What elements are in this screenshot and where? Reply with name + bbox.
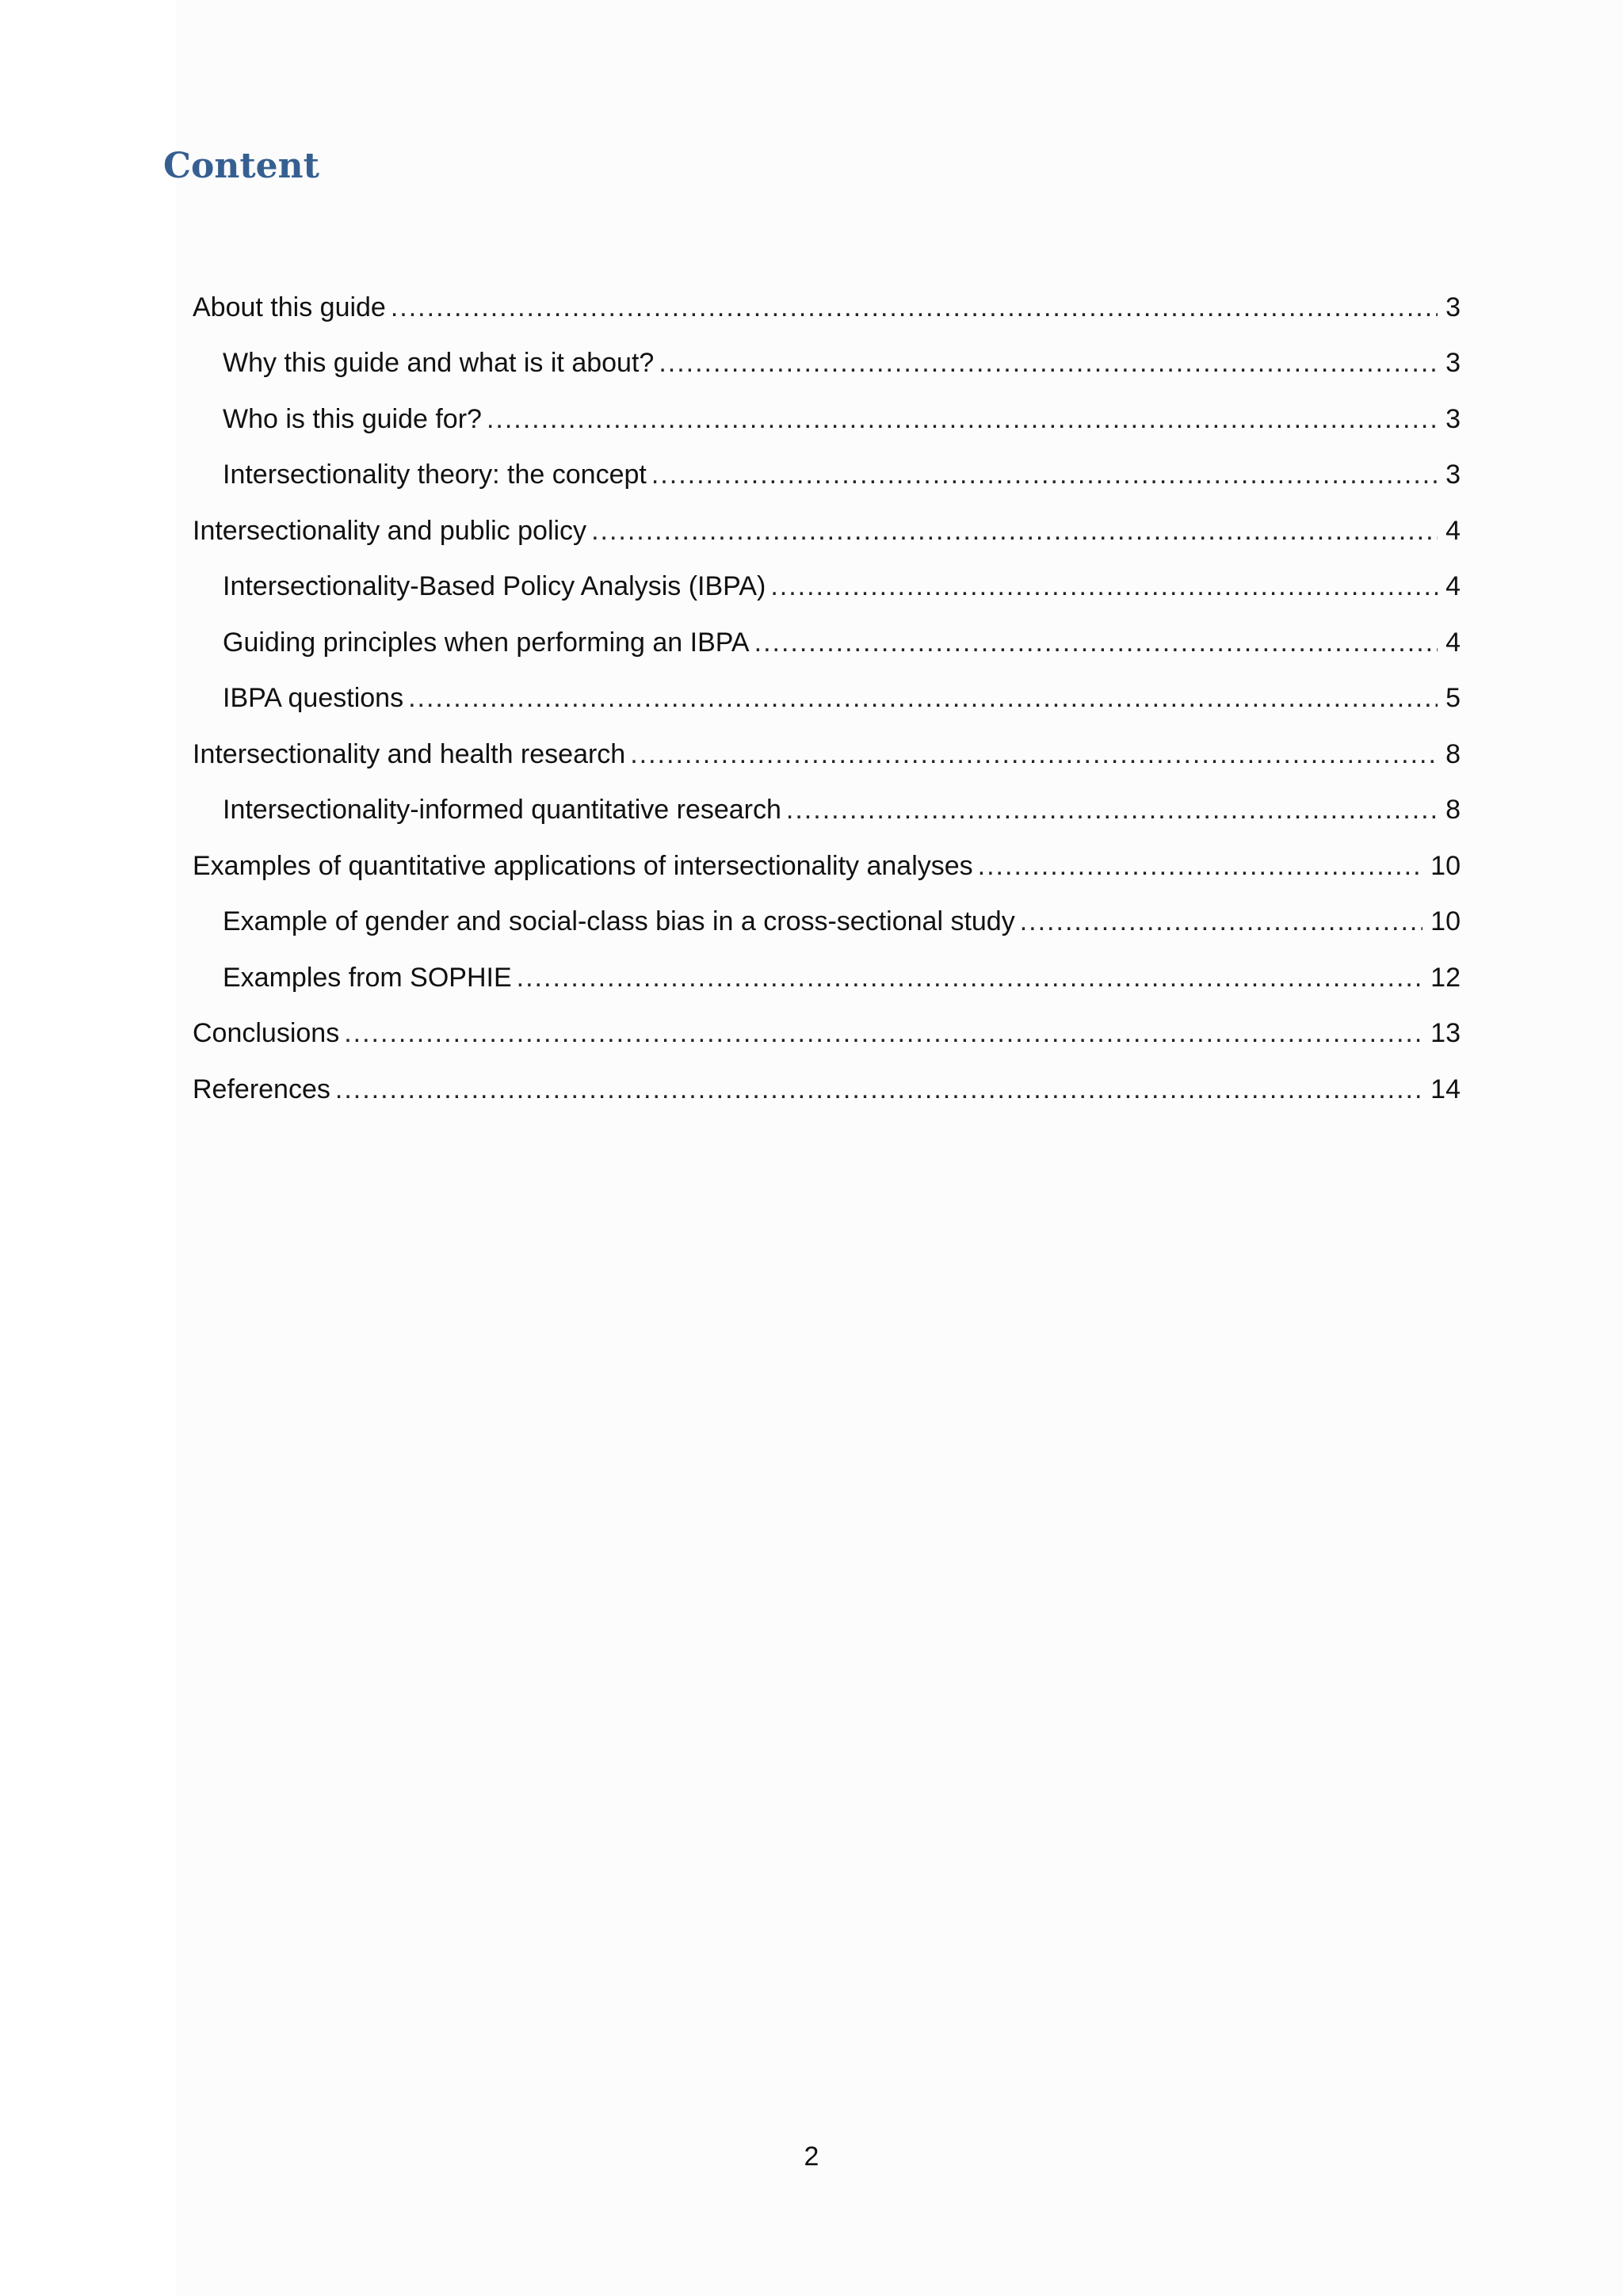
toc-entry[interactable] bbox=[193, 947, 1461, 1003]
toc-entry-page: 5 bbox=[1445, 683, 1461, 713]
toc-dot-leader bbox=[487, 400, 1438, 438]
toc-dot-leader bbox=[335, 1070, 1423, 1108]
toc-dot-leader bbox=[391, 288, 1438, 326]
toc-entry-label: Intersectionality-Based Policy Analysis (IBPA) bbox=[223, 571, 766, 601]
toc-entry-label: Conclusions bbox=[193, 1018, 340, 1048]
table-of-contents bbox=[193, 277, 1461, 1115]
toc-entry-label: Examples from SOPHIE bbox=[223, 962, 512, 993]
toc-dot-leader bbox=[630, 735, 1438, 773]
toc-entry[interactable] bbox=[193, 668, 1461, 724]
page-title: Content bbox=[163, 146, 319, 186]
toc-entry[interactable] bbox=[193, 388, 1461, 444]
toc-entry-page: 3 bbox=[1445, 403, 1461, 434]
toc-entry[interactable] bbox=[193, 556, 1461, 612]
toc-entry-page: 4 bbox=[1445, 627, 1461, 658]
toc-entry-page: 13 bbox=[1430, 1018, 1461, 1048]
toc-entry-label: IBPA questions bbox=[223, 683, 404, 713]
toc-entry-page: 4 bbox=[1445, 515, 1461, 546]
toc-entry[interactable] bbox=[193, 500, 1461, 556]
toc-entry-page: 10 bbox=[1430, 906, 1461, 936]
toc-entry-label: About this guide bbox=[193, 292, 386, 322]
toc-dot-leader bbox=[591, 512, 1438, 550]
toc-entry[interactable] bbox=[193, 780, 1461, 836]
toc-entry-label: References bbox=[193, 1074, 330, 1104]
toc-dot-leader bbox=[408, 679, 1438, 717]
toc-entry-label: Who is this guide for? bbox=[223, 403, 482, 434]
toc-entry-page: 10 bbox=[1430, 850, 1461, 881]
toc-entry[interactable] bbox=[193, 444, 1461, 501]
toc-entry-page: 8 bbox=[1445, 795, 1461, 825]
toc-entry-label: Guiding principles when performing an IBPA bbox=[223, 627, 750, 658]
toc-dot-leader bbox=[344, 1014, 1423, 1052]
toc-entry-page: 4 bbox=[1445, 571, 1461, 601]
toc-entry-label: Example of gender and social-class bias in a cross-sectional study bbox=[223, 906, 1015, 936]
toc-entry[interactable] bbox=[193, 723, 1461, 780]
toc-dot-leader bbox=[651, 456, 1438, 494]
toc-dot-leader bbox=[770, 567, 1438, 605]
toc-entry[interactable] bbox=[193, 612, 1461, 668]
toc-entry[interactable] bbox=[193, 277, 1461, 333]
toc-dot-leader bbox=[659, 344, 1438, 382]
toc-entry-label: Intersectionality-informed quantitative research bbox=[223, 795, 781, 825]
toc-entry[interactable] bbox=[193, 1003, 1461, 1059]
toc-entry-label: Intersectionality and public policy bbox=[193, 515, 587, 546]
toc-entry-label: Examples of quantitative applications of intersectionality analyses bbox=[193, 850, 973, 881]
toc-entry-page: 3 bbox=[1445, 348, 1461, 378]
toc-dot-leader bbox=[1020, 902, 1423, 940]
toc-entry[interactable] bbox=[193, 891, 1461, 948]
toc-entry-page: 14 bbox=[1430, 1074, 1461, 1104]
toc-entry-label: Why this guide and what is it about? bbox=[223, 348, 655, 378]
toc-entry-label: Intersectionality and health research bbox=[193, 738, 626, 769]
toc-entry-page: 8 bbox=[1445, 738, 1461, 769]
toc-dot-leader bbox=[754, 624, 1438, 662]
toc-entry[interactable] bbox=[193, 333, 1461, 389]
toc-entry[interactable] bbox=[193, 835, 1461, 891]
toc-entry-label: Intersectionality theory: the concept bbox=[223, 460, 647, 490]
toc-entry[interactable] bbox=[193, 1058, 1461, 1115]
toc-entry-page: 3 bbox=[1445, 460, 1461, 490]
toc-dot-leader bbox=[978, 847, 1423, 885]
toc-entry-page: 3 bbox=[1445, 292, 1461, 322]
page-number: 2 bbox=[804, 2142, 819, 2172]
toc-dot-leader bbox=[517, 959, 1423, 997]
toc-dot-leader bbox=[786, 791, 1438, 829]
toc-entry-page: 12 bbox=[1430, 962, 1461, 993]
